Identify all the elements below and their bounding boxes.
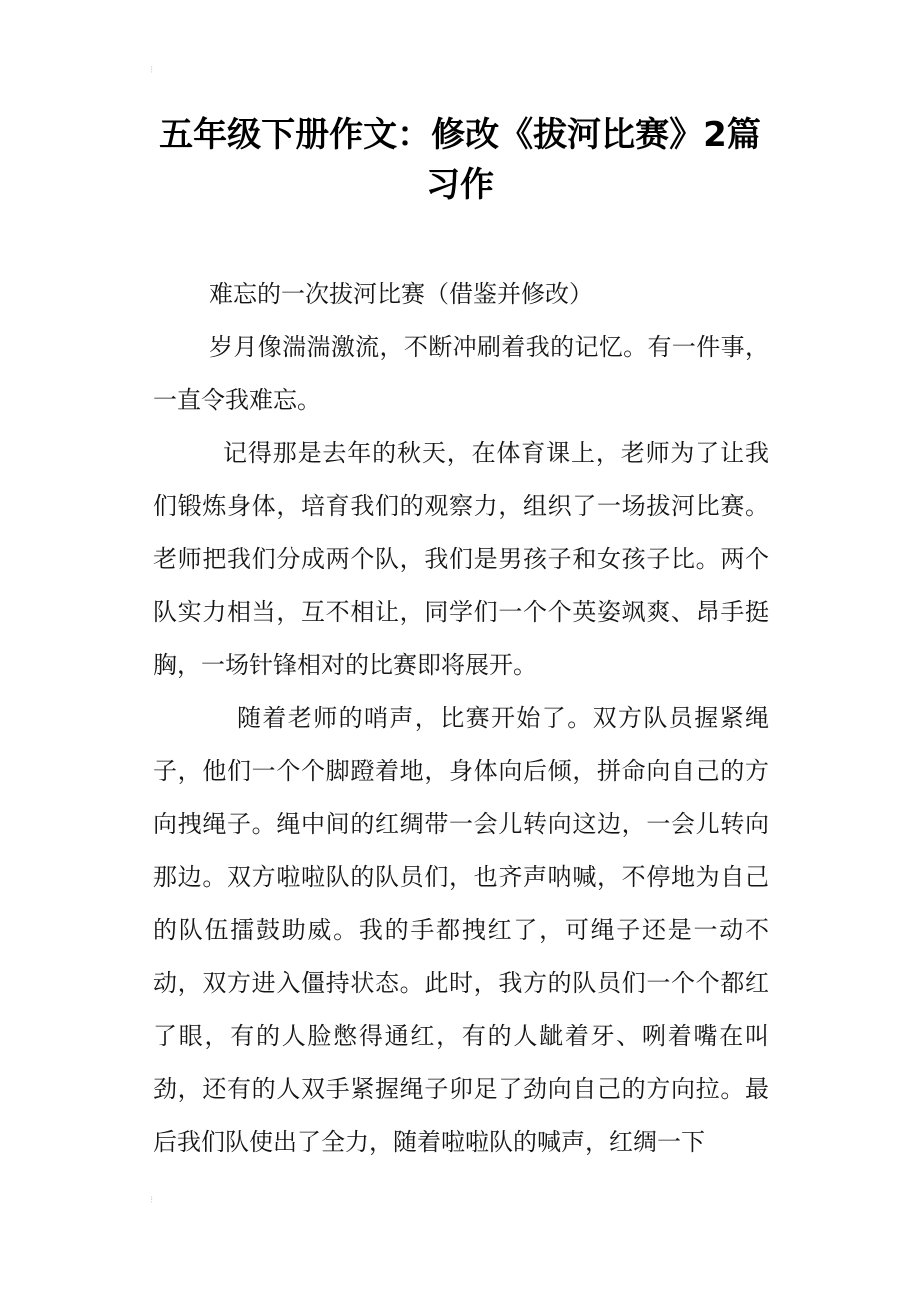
- corner-mark-bottom: ⁝: [150, 1195, 154, 1206]
- corner-mark-top: ⁝: [150, 65, 154, 76]
- essay-subtitle: 难忘的一次拔河比赛（借鉴并修改）: [209, 280, 593, 308]
- document-title: 五年级下册作文：修改《拔河比赛》2篇习作: [159, 115, 761, 205]
- paragraph-2: 记得那是去年的秋天，在体育课上，老师为了让我们锻炼身体，培育我们的观察力，组织了一场拔河比赛。老师把我们分成两个队，我们是男孩子和女孩子比。两个队实力相当，互不相让，同学们一个个英姿飒爽、昂手挺胸，一场针锋相对的比赛即将展开。: [153, 439, 769, 679]
- paragraph-3: 随着老师的哨声，比赛开始了。双方队员握紧绳子，他们一个个脚蹬着地，身体向后倾，拼命向自己的方向拽绳子。绳中间的红绸带一会儿转向这边，一会儿转向那边。双方啦啦队的队员们，也齐声呐喊，不停地为自己的队伍擂鼓助威。我的手都拽红了，可绳子还是一动不动，双方进入僵持状态。此时，我方的队员们一个个都红了眼，有的人脸憋得通红，有的人龇着牙、咧着嘴在叫劲，还有的人双手紧握绳子卯足了劲向自己的方向拉。最后我们队使出了全力，随着啦啦队的喊声，红绸一下: [153, 704, 769, 1156]
- document-body: [153, 268, 769, 1169]
- paragraph-1: 岁月像湍湍激流，不断冲刷着我的记忆。有一件事，一直令我难忘。: [153, 333, 769, 414]
